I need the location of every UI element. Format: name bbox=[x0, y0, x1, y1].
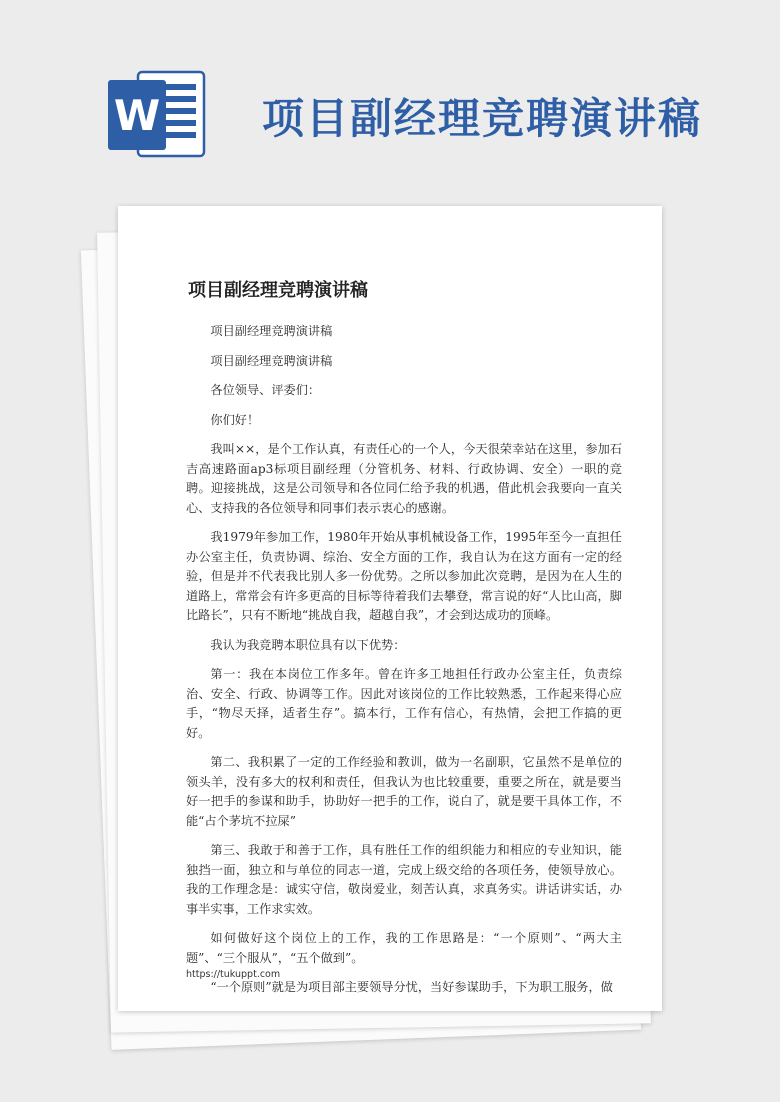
document-body bbox=[186, 322, 622, 1008]
document-title: 项目副经理竞聘演讲稿 bbox=[188, 280, 368, 301]
paragraph: 我认为我竞聘本职位具有以下优势： bbox=[210, 637, 406, 652]
paragraph: 你们好！ bbox=[210, 412, 260, 427]
paragraph: 各位领导、评委们： bbox=[210, 383, 321, 397]
paragraph: 项目副经理竞聘演讲稿 bbox=[210, 353, 333, 368]
document-footer-url[interactable]: https://tukuppt.com bbox=[186, 969, 281, 980]
paragraph: 项目副经理竞聘演讲稿 bbox=[210, 324, 333, 338]
paragraph: 我叫××，是个工作认真，有责任心的一个人，今天很荣幸站在这里，参加石吉高速路面ap3标项目副经理（分管机务、材料、行政协调、安全）一职的竞聘。迎接挑战，这是公司领导和各位同仁给予我的机遇，借此机会我要向一直关心、支持我的各位领导和同事们表示衷心的感谢。 bbox=[186, 442, 622, 515]
paragraph: 我1979年参加工作，1980年开始从事机械设备工作，1995年至今一直担任办公室主任，负责协调、综治、安全方面的工作，我自认为在这方面有一定的经验，但是并不代表我比别人多一份优势。之所以参加此次竞聘，是因为在人生的道路上，常常会有许多更高的目标等待着我们去攀登，常言说的好“人比山高，脚比路长”，只有不断地“挑战自我，超越自我”，才会到达成功的顶峰。 bbox=[186, 530, 622, 622]
banner-title: 项目副经理竞聘演讲稿 bbox=[262, 94, 703, 143]
paragraph: 第一：我在本岗位工作多年。曾在许多工地担任行政办公室主任，负责综治、安全、行政、协调等工作。因此对该岗位的工作比较熟悉，工作起来得心应手，“物尽天择，适者生存”。搞本行，工作有信心，有热情，会把工作搞的更好。 bbox=[186, 667, 622, 740]
paragraph: 第三、我敢于和善于工作，具有胜任工作的组织能力和相应的专业知识，能独挡一面，独立和与单位的同志一道，完成上级交给的各项任务，使领导放心。我的工作理念是：诚实守信，敬岗爱业，刻苦认真，求真务实。讲话讲实话，办事半实事，工作求实效。 bbox=[186, 843, 622, 916]
paragraph: 如何做好这个岗位上的工作，我的工作思路是：“一个原则”、“两大主题”、“三个服从”，“五个做到”。 bbox=[186, 931, 622, 965]
paragraph: 第二、我积累了一定的工作经验和教训，做为一名副职，它虽然不是单位的领头羊，没有多大的权利和责任，但我认为也比较重要，重要之所在，就是要当好一把手的参谋和助手，协助好一把手的工作，说白了，就是要干具体工作，不能“占个茅坑不拉屎” bbox=[186, 755, 622, 828]
banner bbox=[0, 0, 780, 200]
document-page bbox=[118, 206, 662, 1011]
paragraph: “一个原则”就是为项目部主要领导分忧，当好参谋助手，下为职工服务，做 bbox=[210, 980, 613, 994]
word-logo-icon bbox=[108, 68, 208, 160]
word-logo-letter: W bbox=[113, 91, 161, 140]
